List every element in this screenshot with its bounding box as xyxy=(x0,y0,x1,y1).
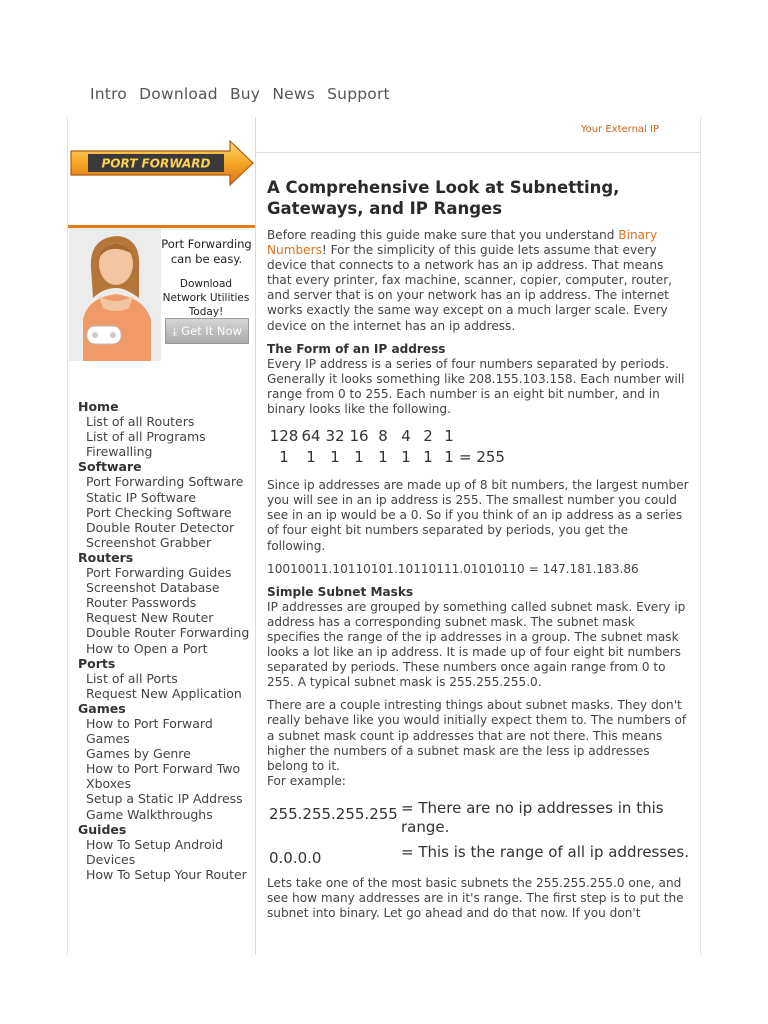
binary-place-value: 1 xyxy=(444,427,454,446)
section-ip-form xyxy=(267,342,689,417)
sidebar-link[interactable]: Screenshot Database xyxy=(86,580,220,596)
mask-example-description: = This is the range of all ip addresses. xyxy=(401,842,689,861)
ad-subline: Download Network Utilities Today! xyxy=(162,278,250,318)
sidebar-section-heading: Home xyxy=(78,399,119,414)
sidebar-link[interactable]: List of all Ports xyxy=(86,670,178,686)
sidebar-link[interactable]: Port Forwarding Guides xyxy=(86,565,232,581)
sidebar-link[interactable]: Double Router Detector xyxy=(86,519,235,535)
binary-place-value: 32 xyxy=(325,427,345,446)
binary-place-value: 8 xyxy=(378,427,388,446)
sidebar-link[interactable]: List of all Programs xyxy=(86,429,206,445)
intro-text-start: Before reading this guide make sure that you understand xyxy=(267,228,619,242)
sidebar-link[interactable]: Request New Application xyxy=(86,685,242,701)
binary-place-value: 4 xyxy=(401,427,411,446)
section-text-ip-form: Every IP address is a series of four numbers separated by periods. Generally it looks something like 208.155.103.158. Each number will range from 0 to 255. Each number is an eight bit number, and in binary looks like the following. xyxy=(267,356,685,417)
sidebar-link[interactable]: How To Setup Your Router xyxy=(86,866,247,882)
sidebar-link[interactable]: How to Port Forward Games xyxy=(86,715,213,747)
intro-text-end: ! For the simplicity of this guide lets assume that every device that connects to a network has an ip address. That means that every printer, fax machine, scanner, copier, computer, router, and server that is on your network has an ip address. The internet works exactly the same way except on a much larger scale. Every device on the internet has an ip address. xyxy=(267,243,673,333)
binary-bit: 1 xyxy=(330,448,340,467)
sidebar-link[interactable]: Firewalling xyxy=(86,444,153,460)
binary-sum: = 255 xyxy=(459,448,505,467)
sidebar-section-heading: Ports xyxy=(78,655,116,671)
mask-example-description: = There are no ip addresses in this range. xyxy=(401,798,664,836)
sidebar-link[interactable]: Port Checking Software xyxy=(86,504,232,520)
subnet-behavior-text: There are a couple intresting things about subnet masks. They don't really behave like you would initially expect them to. The numbers of a subnet mask count ip addresses that are not there. This means higher the numbers of a subnet mask are the less ip addresses belong to it. xyxy=(267,698,687,773)
binary-place-value: 2 xyxy=(423,427,433,446)
article-title: A Comprehensive Look at Subnetting, Gateways, and IP Ranges xyxy=(267,178,620,218)
sidebar-link[interactable]: Setup a Static IP Address xyxy=(86,791,243,807)
top-nav xyxy=(90,85,397,103)
binary-example: 10010011.10110101.10110111.01010110 = 147.181.183.86 xyxy=(267,561,639,576)
sidebar-link[interactable]: Games by Genre xyxy=(86,746,191,762)
binary-place-value: 64 xyxy=(301,427,321,446)
sidebar-link[interactable]: Static IP Software xyxy=(86,489,197,505)
section-title-subnet-masks: Simple Subnet Masks xyxy=(267,584,414,599)
section-subnet-masks xyxy=(267,585,689,691)
binary-place-value: 16 xyxy=(349,427,369,446)
left-column xyxy=(67,117,256,955)
mask-example-ip: 0.0.0.0 xyxy=(269,848,322,867)
sidebar-link[interactable]: How to Open a Port xyxy=(86,640,208,656)
for-example-label: For example: xyxy=(267,773,346,788)
binary-bit: 1 xyxy=(354,448,364,467)
sidebar-link[interactable]: Router Passwords xyxy=(86,595,197,611)
sidebar-link[interactable]: Screenshot Grabber xyxy=(86,534,212,550)
sidebar-link[interactable]: How To Setup Android Devices xyxy=(86,836,224,867)
binary-bit: 1 xyxy=(401,448,411,467)
binary-place-value-table xyxy=(269,426,689,468)
paragraph-subnet-behavior xyxy=(267,698,689,789)
article xyxy=(267,177,689,929)
paragraph-ip-range: Since ip addresses are made up of 8 bit numbers, the largest number you will see in an ip address is 255. The smallest number you could see in an ip would be a 0. So if you think of an ip address as a series of four eight bit numbers separated by periods, you get the following. xyxy=(267,478,689,553)
binary-bit: 1 xyxy=(306,448,316,467)
nav-support[interactable]: Support xyxy=(327,85,390,103)
binary-bit: 1 xyxy=(279,448,289,467)
get-it-now-button[interactable] xyxy=(165,318,249,344)
ad-banner[interactable] xyxy=(69,228,254,361)
sidebar-link[interactable]: Port Forwarding Software xyxy=(86,474,244,490)
sidebar-section-heading: Games xyxy=(78,700,126,716)
binary-numbers-link[interactable]: Binary Numbers xyxy=(267,228,658,258)
ad-woman-photo xyxy=(69,228,161,361)
nav-news[interactable]: News xyxy=(272,85,315,103)
nav-download[interactable]: Download xyxy=(139,85,218,103)
sidebar-link[interactable]: Double Router Forwarding xyxy=(86,625,250,641)
sidebar-link[interactable]: How to Port Forward Two Xboxes xyxy=(86,761,241,792)
your-external-ip-link[interactable]: Your External IP xyxy=(580,124,659,135)
section-title-ip-form: The Form of an IP address xyxy=(267,341,446,356)
get-it-now-label: Get It Now xyxy=(181,324,242,338)
binary-place-value: 128 xyxy=(269,427,299,446)
paragraph-basic-subnet: Lets take one of the most basic subnets the 255.255.255.0 one, and see how many addresses are in it's range. The first step is to put the subnet into binary. Let go ahead and do that now. If you don't xyxy=(267,875,684,921)
sidebar-section-heading: Guides xyxy=(78,821,127,837)
binary-bit: 1 xyxy=(423,448,433,467)
section-text-subnet-masks: IP addresses are grouped by something called subnet mask. Every ip address has a corresponding subnet mask. The subnet mask specifies the range of the ip addresses in a group. The subnet mask looks a lot like an ip address. It is made up of four eight bit numbers separated by periods. These numbers once again range from 0 to 255. A typical subnet mask is 255.255.255.0. xyxy=(267,599,686,690)
sidebar-section-heading: Routers xyxy=(78,549,134,565)
sidebar-link[interactable]: Request New Router xyxy=(86,610,214,626)
sidebar-section-heading: Software xyxy=(78,459,142,475)
page-frame xyxy=(67,117,701,955)
download-arrow-icon: ⤓ xyxy=(172,323,178,338)
sidebar-link[interactable]: Game Walkthroughs xyxy=(86,806,213,822)
intro-paragraph xyxy=(267,228,689,334)
binary-bit: 1 xyxy=(378,448,388,467)
mask-example-ip: 255.255.255.255 xyxy=(269,804,398,823)
nav-buy[interactable]: Buy xyxy=(229,85,261,103)
logo-text: PORT FORWARD xyxy=(101,156,211,171)
subnet-mask-examples xyxy=(267,799,689,868)
sidebar-link[interactable]: List of all Routers xyxy=(86,414,195,430)
binary-bit: 1 xyxy=(444,448,454,467)
portforward-logo[interactable] xyxy=(70,139,254,187)
header-divider xyxy=(255,152,700,153)
main-column xyxy=(255,117,701,955)
sidebar-nav xyxy=(78,399,250,882)
nav-intro[interactable]: Intro xyxy=(90,85,127,103)
ad-headline: Port Forwarding can be easy. xyxy=(161,237,252,266)
